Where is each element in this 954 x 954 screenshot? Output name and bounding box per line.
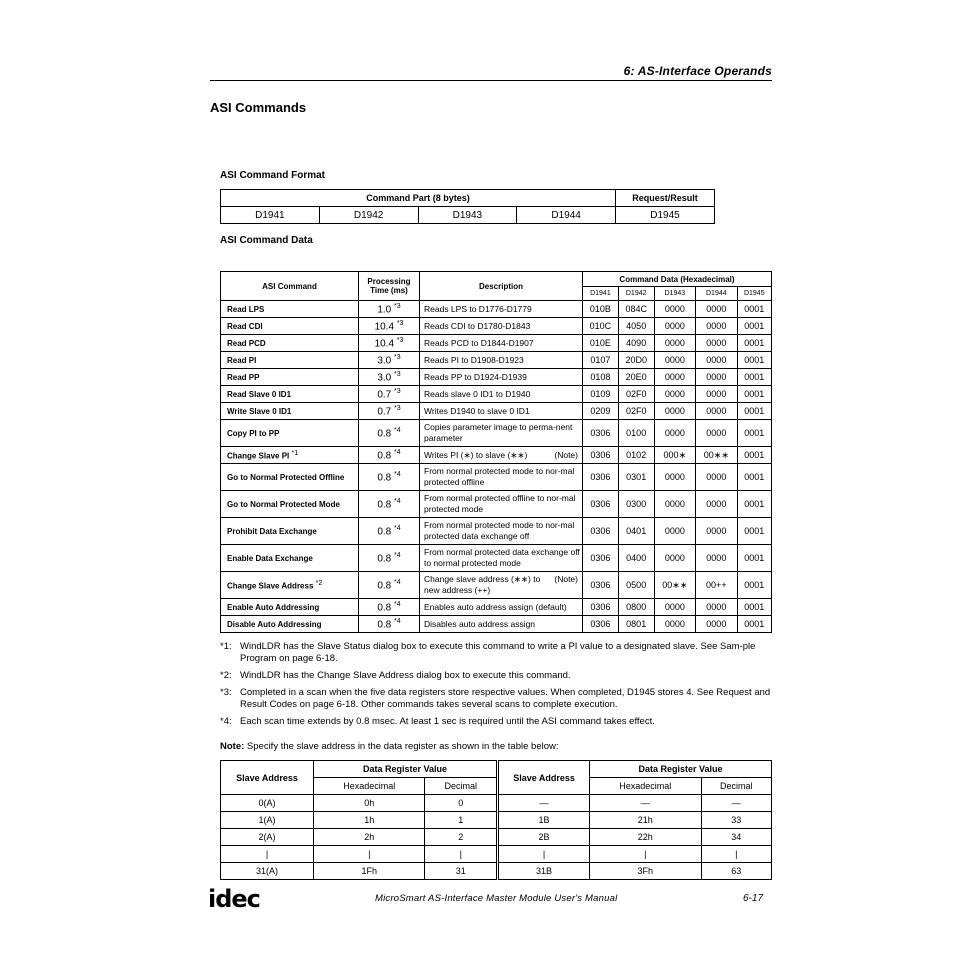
table-row [221,335,772,352]
hex-value: 0000 [654,518,695,545]
processing-time [359,447,420,464]
footnote-ref: *4 [394,497,401,505]
format-cell: D1942 [319,207,418,224]
description-note: (Note) [554,574,578,584]
footnote-ref: *3 [394,387,401,395]
command-name-text: Enable Data Exchange [227,553,313,563]
time-value: 0.8 [377,580,392,592]
command-name-text: Go to Normal Protected Mode [227,499,340,509]
table-row [221,403,772,420]
description: Reads LPS to D1776-D1779 [420,301,583,318]
hex-header: Hexadecimal [590,778,701,795]
command-part-header: Command Part (8 bytes) [221,190,616,207]
command-name-text: Write Slave 0 ID1 [227,406,292,416]
command-name [221,369,359,386]
hex-value: 0306 [583,518,619,545]
hex-value: 0000 [696,518,737,545]
footnote [220,670,775,682]
address-cell: 2 [425,829,498,846]
hex-value: 0000 [654,335,695,352]
time-value: 0.8 [377,553,392,565]
hex-value: 0000 [654,420,695,447]
hex-value: 0001 [737,318,771,335]
hex-value: 0000 [654,386,695,403]
address-cell: 0h [314,795,425,812]
time-value: 0.8 [377,619,392,631]
hex-value: 0306 [583,545,619,572]
footnote-ref: *4 [394,551,401,559]
hex-value: 0306 [583,572,619,599]
description: From normal protected offline to nor-mal protected mode [420,491,583,518]
idec-logo: idec [208,885,260,913]
data-subtitle: ASI Command Data [220,235,313,246]
hex-value: 010B [583,301,619,318]
hex-value: 0000 [696,491,737,518]
hex-value: 4090 [618,335,654,352]
hex-value: 0001 [737,369,771,386]
hex-value: 0209 [583,403,619,420]
hex-value: 0306 [583,420,619,447]
address-cell: 3Fh [590,863,701,880]
footnote [220,687,775,711]
processing-time [359,301,420,318]
hex-value: 0001 [737,599,771,616]
footer-manual-title: MicroSmart AS-Interface Master Module User's Manual [375,893,618,904]
description: From normal protected mode to nor-mal protected data exchange off [420,518,583,545]
hex-value: 00∗∗ [654,572,695,599]
hex-value: 0000 [654,369,695,386]
processing-time [359,572,420,599]
hex-value: 4050 [618,318,654,335]
hex-value: 0000 [696,420,737,447]
hex-value: 00∗∗ [696,447,737,464]
command-name-text: Read CDI [227,321,263,331]
table-row [221,812,772,829]
processing-time [359,369,420,386]
hex-value: 000∗ [654,447,695,464]
command-name [221,518,359,545]
address-cell: — [701,795,771,812]
address-cell: 22h [590,829,701,846]
description: Enables auto address assign (default) [420,599,583,616]
footnote [220,716,775,728]
footnote-label: *4: [220,716,232,727]
command-data-header: Command Data (Hexadecimal) [583,272,772,287]
footnote-ref: *4 [394,578,401,586]
processing-time [359,352,420,369]
command-name [221,386,359,403]
description-header: Description [420,272,583,301]
time-value: 0.8 [377,450,392,462]
time-value: 0.7 [377,389,392,401]
section-title: ASI Commands [210,100,307,115]
table-row [221,318,772,335]
hex-value: 0000 [654,616,695,633]
command-name [221,447,359,464]
footnote-ref: *4 [394,524,401,532]
hex-value: 0100 [618,420,654,447]
description-text: Change slave address (∗∗) to new address (++) [424,574,541,595]
format-cell: D1944 [517,207,616,224]
command-name [221,616,359,633]
address-cell: — [590,795,701,812]
hex-value: 0306 [583,616,619,633]
hex-value: 0000 [696,403,737,420]
request-result-header: Request/Result [616,190,715,207]
command-format-table [220,189,715,224]
description: Disables auto address assign [420,616,583,633]
slave-address-table [220,760,772,880]
hex-value: 0001 [737,301,771,318]
hex-value: 084C [618,301,654,318]
hex-value: 0000 [696,599,737,616]
time-value: 0.8 [377,472,392,484]
hex-value: 0000 [654,545,695,572]
hex-value: 0400 [618,545,654,572]
hex-value: 0109 [583,386,619,403]
hex-value: 0000 [654,301,695,318]
address-cell: 0 [425,795,498,812]
command-name-text: Change Slave PI [227,451,290,461]
note-label: Note: [220,741,245,752]
hex-value: 0000 [696,352,737,369]
address-cell: 1(A) [221,812,314,829]
format-cell: D1943 [418,207,517,224]
hex-value: 02F0 [618,386,654,403]
reg-header: D1942 [618,287,654,301]
footnote-ref: *1 [291,449,299,457]
footnote-ref: *3 [396,336,404,344]
description: Writes D1940 to slave 0 ID1 [420,403,583,420]
address-cell: 1 [425,812,498,829]
address-cell: 34 [701,829,771,846]
chapter-header: 6: AS-Interface Operands [623,64,772,78]
hex-value: 0000 [696,616,737,633]
hex-value: 0800 [618,599,654,616]
table-row [221,386,772,403]
hex-value: 0001 [737,352,771,369]
command-name-text: Enable Auto Addressing [227,602,320,612]
time-value: 0.8 [377,428,392,440]
footnotes [220,641,775,733]
footnote-ref: *4 [394,617,401,625]
address-cell: 2h [314,829,425,846]
command-name [221,352,359,369]
footnote-ref: *4 [394,600,401,608]
table-row [221,616,772,633]
format-cell: D1941 [221,207,320,224]
hex-value: 0300 [618,491,654,518]
time-value: 3.0 [377,372,392,384]
table-row [221,863,772,880]
hex-value: 0001 [737,464,771,491]
hex-value: 0000 [696,335,737,352]
address-cell: 1h [314,812,425,829]
hex-value: 0000 [696,301,737,318]
hex-value: 00++ [696,572,737,599]
processing-time [359,545,420,572]
time-value: 1.0 [377,304,392,316]
description-note: (Note) [554,449,578,460]
asi-command-header: ASI Command [221,272,359,301]
command-name-text: Read LPS [227,304,265,314]
command-name [221,464,359,491]
processing-time-header: Processing Time (ms) [359,272,420,301]
command-name [221,335,359,352]
footnote-ref: *2 [315,579,323,587]
table-row [221,518,772,545]
hex-value: 0000 [696,386,737,403]
command-name [221,599,359,616]
table-row [221,795,772,812]
format-cell: D1945 [616,207,715,224]
hex-value: 0001 [737,386,771,403]
processing-time [359,616,420,633]
hex-value: 0306 [583,464,619,491]
hex-value: 0306 [583,447,619,464]
address-cell: 33 [701,812,771,829]
dec-header: Decimal [425,778,498,795]
table-row [221,369,772,386]
command-name-text: Read PP [227,372,260,382]
footnote-ref: *3 [396,319,404,327]
address-cell: 31(A) [221,863,314,880]
table-row [221,464,772,491]
table-row [221,491,772,518]
footnote-label: *2: [220,670,232,681]
address-cell: 31 [425,863,498,880]
data-register-value-header: Data Register Value [590,761,772,778]
footnote-text: WindLDR has the Slave Status dialog box to execute this command to write a PI value to a designated slave. See Sam-ple Program on page 6-18. [240,641,756,664]
command-name-text: Disable Auto Addressing [227,619,322,629]
hex-value: 0001 [737,491,771,518]
hex-value: 0001 [737,545,771,572]
footnote-ref: *3 [394,302,401,310]
hex-value: 010C [583,318,619,335]
footnote-ref: *4 [394,470,401,478]
description [420,572,583,599]
description: Reads CDI to D1780-D1843 [420,318,583,335]
slave-address-header: Slave Address [221,761,314,795]
command-name-text: Go to Normal Protected Offline [227,472,345,482]
footnote-ref: *3 [394,404,401,412]
command-name [221,301,359,318]
command-name [221,403,359,420]
hex-value: 0102 [618,447,654,464]
hex-value: 0107 [583,352,619,369]
description [420,447,583,464]
address-cell: | [498,846,590,863]
command-name-text: Read Slave 0 ID1 [227,389,292,399]
description: Reads PCD to D1844-D1907 [420,335,583,352]
time-value: 10.4 [374,321,395,333]
hex-value: 0401 [618,518,654,545]
description: From normal protected mode to nor-mal protected offline [420,464,583,491]
hex-value: 0000 [654,464,695,491]
table-row [221,829,772,846]
command-name-text: Copy PI to PP [227,428,280,438]
hex-header: Hexadecimal [314,778,425,795]
footnote-ref: *3 [394,353,401,361]
processing-time [359,386,420,403]
hex-value: 0306 [583,599,619,616]
footnote-ref: *4 [394,448,401,456]
command-name [221,491,359,518]
command-data-table [220,271,772,633]
address-cell: 2(A) [221,829,314,846]
processing-time [359,599,420,616]
note-line [220,741,559,752]
hex-value: 0000 [696,545,737,572]
hex-value: 0001 [737,616,771,633]
command-name [221,545,359,572]
command-name-text: Read PI [227,355,257,365]
hex-value: 0000 [696,318,737,335]
time-value: 0.8 [377,499,392,511]
time-value: 10.4 [374,338,395,350]
hex-value: 0108 [583,369,619,386]
footnote-ref: *4 [394,426,401,434]
hex-value: 0801 [618,616,654,633]
address-cell: — [498,795,590,812]
command-name-text: Prohibit Data Exchange [227,526,317,536]
hex-value: 0001 [737,335,771,352]
reg-header: D1943 [654,287,695,301]
hex-value: 0301 [618,464,654,491]
address-cell: | [590,846,701,863]
description: Reads slave 0 ID1 to D1940 [420,386,583,403]
footnote-text: Each scan time extends by 0.8 msec. At least 1 sec is required until the ASI command takes effect. [240,716,655,727]
processing-time [359,491,420,518]
format-subtitle: ASI Command Format [220,170,326,181]
time-value: 0.8 [377,526,392,538]
address-cell: 21h [590,812,701,829]
footnote-text: WindLDR has the Change Slave Address dialog box to execute this command. [240,670,571,681]
hex-value: 0306 [583,491,619,518]
processing-time [359,335,420,352]
time-value: 0.8 [377,602,392,614]
footnote-label: *1: [220,641,232,652]
reg-header: D1941 [583,287,619,301]
command-name-text: Change Slave Address [227,581,314,591]
dec-header: Decimal [701,778,771,795]
header-rule [210,80,772,81]
address-cell: | [701,846,771,863]
description-text: Writes PI (∗) to slave (∗∗) [424,449,528,460]
table-row [221,572,772,599]
reg-header: D1945 [737,287,771,301]
hex-value: 0001 [737,518,771,545]
address-cell: | [221,846,314,863]
table-row [221,420,772,447]
hex-value: 02F0 [618,403,654,420]
table-row [221,447,772,464]
footnote-text: Completed in a scan when the five data registers store respective values. When completed, D1945 stores 4. See Request and Result Codes on page 6-18. Other commands takes several scans to complete execution. [240,687,771,710]
hex-value: 0000 [654,352,695,369]
hex-value: 0000 [696,369,737,386]
description: Reads PP to D1924-D1939 [420,369,583,386]
processing-time [359,420,420,447]
hex-value: 0001 [737,572,771,599]
time-value: 3.0 [377,355,392,367]
hex-value: 0000 [654,491,695,518]
processing-time [359,403,420,420]
table-row [221,301,772,318]
footnote-label: *3: [220,687,232,698]
hex-value: 010E [583,335,619,352]
processing-time [359,518,420,545]
address-cell: 31B [498,863,590,880]
table-row [221,545,772,572]
processing-time [359,464,420,491]
command-name [221,572,359,599]
address-cell: 63 [701,863,771,880]
address-cell: 1B [498,812,590,829]
address-cell: 0(A) [221,795,314,812]
command-name [221,420,359,447]
address-cell: | [314,846,425,863]
hex-value: 0000 [654,599,695,616]
table-row [221,846,772,863]
address-cell: | [425,846,498,863]
command-name-text: Read PCD [227,338,266,348]
footnote [220,641,775,665]
reg-header: D1944 [696,287,737,301]
command-name [221,318,359,335]
hex-value: 0001 [737,403,771,420]
hex-value: 20E0 [618,369,654,386]
slave-address-header: Slave Address [498,761,590,795]
hex-value: 0000 [654,403,695,420]
table-row [221,352,772,369]
processing-time [359,318,420,335]
description: From normal protected data exchange off to normal protected mode [420,545,583,572]
table-row [221,599,772,616]
description: Copies parameter image to perma-nent parameter [420,420,583,447]
description: Reads PI to D1908-D1923 [420,352,583,369]
data-register-value-header: Data Register Value [314,761,498,778]
address-cell: 1Fh [314,863,425,880]
hex-value: 0001 [737,420,771,447]
address-cell: 2B [498,829,590,846]
hex-value: 0000 [696,464,737,491]
hex-value: 0000 [654,318,695,335]
time-value: 0.7 [377,406,392,418]
hex-value: 0500 [618,572,654,599]
hex-value: 20D0 [618,352,654,369]
hex-value: 0001 [737,447,771,464]
footnote-ref: *3 [394,370,401,378]
note-text: Specify the slave address in the data register as shown in the table below: [246,741,559,752]
page-number: 6-17 [743,893,764,904]
